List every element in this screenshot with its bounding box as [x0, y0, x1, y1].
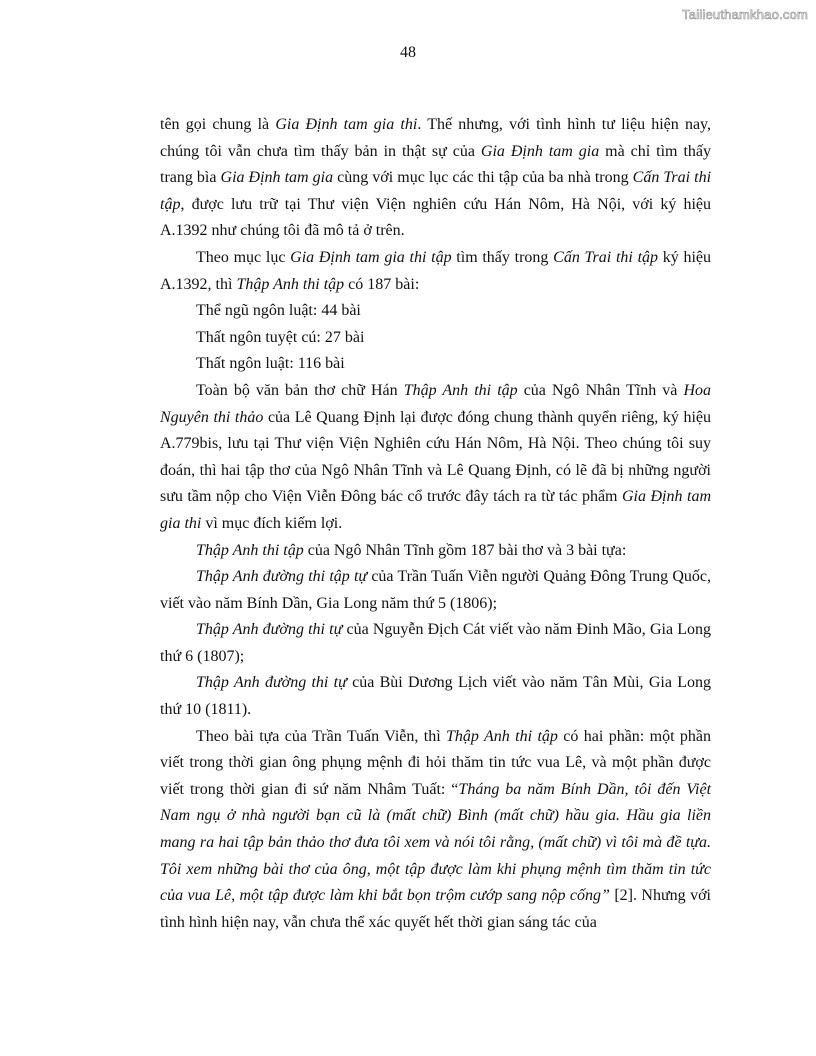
- paragraph: [160, 564, 711, 617]
- italic-text: Gia Định tam gia: [480, 142, 600, 160]
- text-run: Theo mục lục: [196, 248, 291, 266]
- text-run: vì mục đích kiếm lợi.: [201, 514, 343, 532]
- list-item: [160, 325, 711, 352]
- text-run: mà chỉ tìm thấy trang bìa: [160, 142, 711, 187]
- paragraph: [160, 112, 711, 245]
- italic-text: Thập Anh thi tập: [446, 727, 558, 745]
- text-run: . Thế nhưng, với tình hình tư liệu hiện nay, chúng tôi vẫn chưa tìm thấy bản in thật sự của: [160, 116, 712, 160]
- text-run: Thất ngôn luật: 116 bài: [196, 355, 345, 373]
- italic-text: Gia Định tam gia thi: [275, 116, 418, 133]
- italic-text: Thập Anh thi tập: [403, 381, 518, 399]
- paragraph: [160, 245, 711, 298]
- text-run: Toàn bộ văn bản thơ chữ Hán: [196, 381, 404, 399]
- text-run: ký hiệu A.1392, thì: [160, 248, 712, 293]
- text-run: tìm thấy trong: [451, 248, 554, 266]
- list-item: [160, 298, 711, 325]
- italic-text: Thập Anh đường thi tự: [196, 674, 347, 692]
- watermark: Tailieuthamkhao.com: [682, 7, 808, 22]
- text-run: của Trần Tuấn Viễn người Quảng Đông Trung Quốc, viết vào năm Bính Dần, Gia Long năm thứ 5 (1806);: [160, 568, 712, 612]
- text-run: của Lê Quang Định lại được đóng chung thành quyển riêng, ký hiệu A.779bis, lưu tại Thư viện Viện Nghiên cứu Hán Nôm, Hà Nội. Theo chúng tôi suy đoán, thì hai tập thơ của Ngô Nhân Tĩnh và Lê Quang Định, có lẽ đã bị những người sưu tầm nộp cho Viện Viễn Đông bác cổ trước đây tách ra từ tác phẩm: [160, 408, 711, 506]
- list-item: [160, 351, 711, 378]
- italic-text: Gia Định tam gia thi tập: [290, 248, 452, 266]
- paragraph: [160, 670, 711, 723]
- text-run: Thất ngôn tuyệt cú: 27 bài: [196, 328, 365, 346]
- text-run: của Nguyễn Địch Cát viết vào năm Đinh Mão, Gia Long thứ 6 (1807);: [160, 621, 711, 665]
- text-run: cùng với mục lục các thi tập của ba nhà trong: [333, 169, 633, 187]
- italic-text: Cấn Trai thi tập: [553, 248, 659, 266]
- text-run: Theo bài tựa của Trần Tuấn Viễn, thì: [196, 727, 447, 745]
- paragraph: [160, 724, 711, 937]
- document-body: [160, 112, 711, 936]
- italic-text: Thập Anh thi tập: [196, 541, 304, 559]
- text-run: có 187 bài:: [344, 275, 420, 293]
- text-run: , được lưu trữ tại Thư viện Viện nghiên cứu Hán Nôm, Hà Nội, với ký hiệu A.1392 như chúng tôi đã mô tả ở trên.: [160, 195, 711, 240]
- italic-text: Gia Định tam gia thi: [160, 488, 711, 532]
- text-run: tên gọi chung là: [160, 116, 276, 133]
- text-run: [2]. Nhưng với tình hình hiện nay, vẫn chưa thể xác quyết hết thời gian sáng tác của: [160, 887, 711, 931]
- italic-text: Cấn Trai thi tập: [160, 169, 712, 213]
- italic-text: Tháng ba năm Bính Dần, tôi đến Việt Nam ngụ ở nhà người bạn cũ là (mất chữ) Bình (mất chữ) hầu gia. Hầu gia liền mang ra hai tập bản thảo thơ đưa tôi xem và nói tôi rằng, (mất chữ) vì tôi mà đề tựa. Tôi xem những bài thơ của ông, một tập được làm khi phụng mệnh tìm thăm tin tức của vua Lê, một tập được làm khi bắt bọn trộm cướp sang nộp cống”: [160, 780, 712, 905]
- page-number: 48: [400, 44, 416, 61]
- text-run: có hai phần: một phần viết trong thời gian ông phụng mệnh đi hỏi thăm tin tức vua Lê, và một phần được viết trong thời gian đi sứ năm Nhâm Tuất: “: [160, 727, 712, 798]
- italic-text: Thập Anh đường thi tập tự: [196, 568, 368, 586]
- paragraph: [160, 378, 711, 538]
- italic-text: Gia Định tam gia: [220, 169, 334, 187]
- paragraph: [160, 617, 711, 670]
- text-run: của Ngô Nhân Tĩnh và: [517, 381, 684, 399]
- text-run: của Bùi Dương Lịch viết vào năm Tân Mùi, Gia Long thứ 10 (1811).: [160, 674, 711, 719]
- text-run: Thể ngũ ngôn luật: 44 bài: [196, 302, 361, 320]
- italic-text: Thập Anh đường thi tự: [196, 621, 343, 639]
- paragraph: [160, 538, 711, 565]
- italic-text: Thập Anh thi tập: [236, 275, 345, 293]
- text-run: của Ngô Nhân Tĩnh gồm 187 bài thơ và 3 bài tựa:: [303, 541, 627, 559]
- italic-text: Hoa Nguyên thi thảo: [160, 381, 712, 426]
